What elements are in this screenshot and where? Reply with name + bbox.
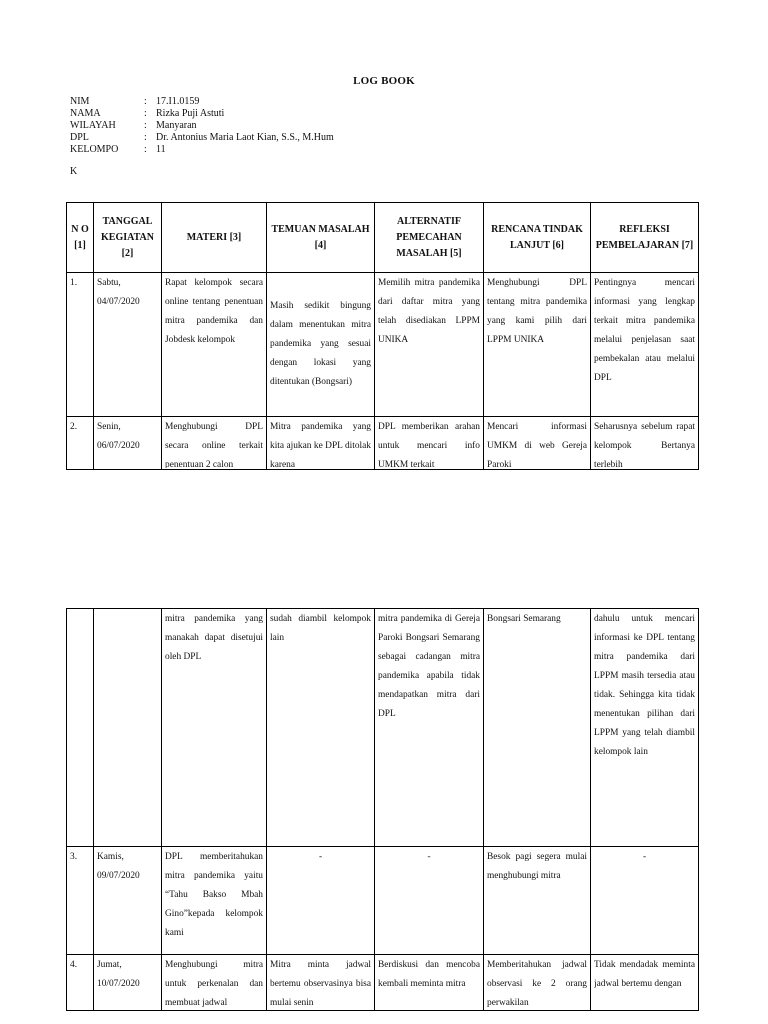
table-row (67, 273, 699, 417)
cell-tanggal (94, 955, 162, 1011)
cell-alternatif: - (375, 847, 484, 955)
cell-materi (162, 417, 267, 470)
cell-rencana: Menghubungi DPL tentang mitra pandemika yang kami pilih dari LPPM UNIKA (484, 273, 591, 417)
stray-k-line: K (70, 166, 78, 177)
cell-refleksi-text: Seharusnya sebelum rapat kelompok Bertanya terlebih (594, 422, 695, 468)
cell-alternatif (375, 417, 484, 470)
cell-tanggal (94, 609, 162, 847)
cell-refleksi: Pentingnya mencari informasi yang lengkap terkait mitra pandemika melalui penjelasan saat pembekalan atau melalui DPL (591, 273, 699, 417)
document-title: LOG BOOK (353, 75, 415, 87)
cell-materi (162, 955, 267, 1011)
cell-alternatif: mitra pandemika di Gereja Paroki Bongsari Semarang sebagai cadangan mitra pandemika apabila tidak mendapatkan mitra dari DPL (375, 609, 484, 847)
info-value: Rizka Puji Astuti (156, 108, 225, 119)
cell-alternatif (375, 955, 484, 1011)
info-value: Manyaran (156, 120, 197, 131)
cell-alternatif: Memilih mitra pandemika dari daftar mitra yang telah disediakan LPPM UNIKA (375, 273, 484, 417)
info-separator: : (144, 120, 147, 131)
cell-refleksi: dahulu untuk mencari informasi ke DPL tentang mitra pandemika dari LPPM masih tersedia atau tidak. Sehingga kita tidak menentukan pilihan dari LPPM yang telah diambil kelompok lain (591, 609, 699, 847)
cell-temuan: Masih sedikit bingung dalam menentukan mitra pandemika yang sesuai dengan lokasi yang ditentukan (Bongsari) (267, 273, 375, 417)
table-row (67, 609, 699, 847)
info-row-wilayah (70, 120, 334, 132)
cell-rencana: Besok pagi segera mulai menghubungi mitra (484, 847, 591, 955)
cell-tanggal: Kamis, 09/07/2020 (94, 847, 162, 955)
cell-alternatif-text: Berdiskusi dan mencoba kembali meminta mitra (378, 960, 480, 989)
cell-rencana: Bongsari Semarang (484, 609, 591, 847)
cell-temuan (267, 955, 375, 1011)
info-label: KELOMPO (70, 144, 119, 155)
cell-alternatif-text: DPL memberikan arahan untuk mencari info UMKM terkait (378, 422, 480, 468)
header-refleksi: REFLEKSI PEMBELAJARAN [7] (591, 203, 699, 273)
cell-refleksi: - (591, 847, 699, 955)
cell-temuan: sudah diambil kelompok lain (267, 609, 375, 847)
cell-no (67, 417, 94, 470)
cell-tanggal (94, 417, 162, 470)
header-alternatif: ALTERNATIF PEMECAHAN MASALAH [5] (375, 203, 484, 273)
logbook-table-page2 (66, 608, 699, 1011)
cell-temuan (267, 417, 375, 470)
header-tanggal: TANGGAL KEGIATAN [2] (94, 203, 162, 273)
cell-temuan: - (267, 847, 375, 955)
info-separator: : (144, 132, 147, 143)
cell-materi-text: Menghubungi DPL secara online terkait penentuan 2 calon (165, 422, 263, 468)
cell-materi: Rapat kelompok secara online tentang penentuan mitra pandemika dan Jobdesk kelompok (162, 273, 267, 417)
info-label: DPL (70, 132, 89, 143)
table-row (67, 417, 699, 470)
info-row-dpl (70, 132, 334, 144)
cell-refleksi-text: Tidak mendadak meminta jadwal bertemu dengan (594, 960, 695, 989)
logbook-table-page1 (66, 202, 699, 470)
cell-no-text: 4. (70, 960, 78, 970)
cell-no (67, 955, 94, 1011)
cell-no (67, 609, 94, 847)
cell-rencana-text: Mencari informasi UMKM di web Gereja Paroki (487, 422, 587, 468)
info-row-nim (70, 96, 334, 108)
cell-tanggal: Sabtu, 04/07/2020 (94, 273, 162, 417)
student-info (70, 96, 334, 156)
header-materi: MATERI [3] (162, 203, 267, 273)
cell-temuan-text: Mitra minta jadwal bertemu observasinya bisa mulai senin (270, 960, 371, 1008)
cell-no-text: 2. (70, 422, 78, 432)
info-value: Dr. Antonius Maria Laot Kian, S.S., M.Hum (156, 132, 334, 143)
cell-tanggal-text: Jumat, 10/07/2020 (97, 960, 140, 989)
info-label: WILAYAH (70, 120, 116, 131)
cell-refleksi (591, 955, 699, 1011)
cell-refleksi (591, 417, 699, 470)
table-header-row (67, 203, 699, 273)
cell-rencana (484, 417, 591, 470)
info-value: 17.I1.0159 (156, 96, 200, 107)
table-row (67, 847, 699, 955)
cell-rencana (484, 955, 591, 1011)
info-value: 11 (156, 144, 166, 155)
info-separator: : (144, 96, 147, 107)
info-label: NIM (70, 96, 90, 107)
header-temuan: TEMUAN MASALAH [4] (267, 203, 375, 273)
cell-materi: mitra pandemika yang manakah dapat disetujui oleh DPL (162, 609, 267, 847)
header-no: N O [1] (67, 203, 94, 273)
info-row-kelompok (70, 144, 334, 156)
cell-rencana-text: Memberitahukan jadwal observasi ke 2 orang perwakilan (487, 960, 587, 1008)
cell-temuan-text: Mitra pandemika yang kita ajukan ke DPL ditolak karena (270, 422, 371, 468)
cell-no: 1. (67, 273, 94, 417)
info-label: NAMA (70, 108, 101, 119)
header-rencana: RENCANA TINDAK LANJUT [6] (484, 203, 591, 273)
cell-no: 3. (67, 847, 94, 955)
info-row-nama (70, 108, 334, 120)
info-separator: : (144, 144, 147, 155)
table-row (67, 955, 699, 1011)
cell-materi-text: Menghubungi mitra untuk perkenalan dan membuat jadwal (165, 960, 263, 1008)
info-separator: : (144, 108, 147, 119)
cell-tanggal-text: Senin, 06/07/2020 (97, 422, 140, 451)
cell-materi: DPL memberitahukan mitra pandemika yaitu “Tahu Bakso Mbah Gino”kepada kelompok kami (162, 847, 267, 955)
